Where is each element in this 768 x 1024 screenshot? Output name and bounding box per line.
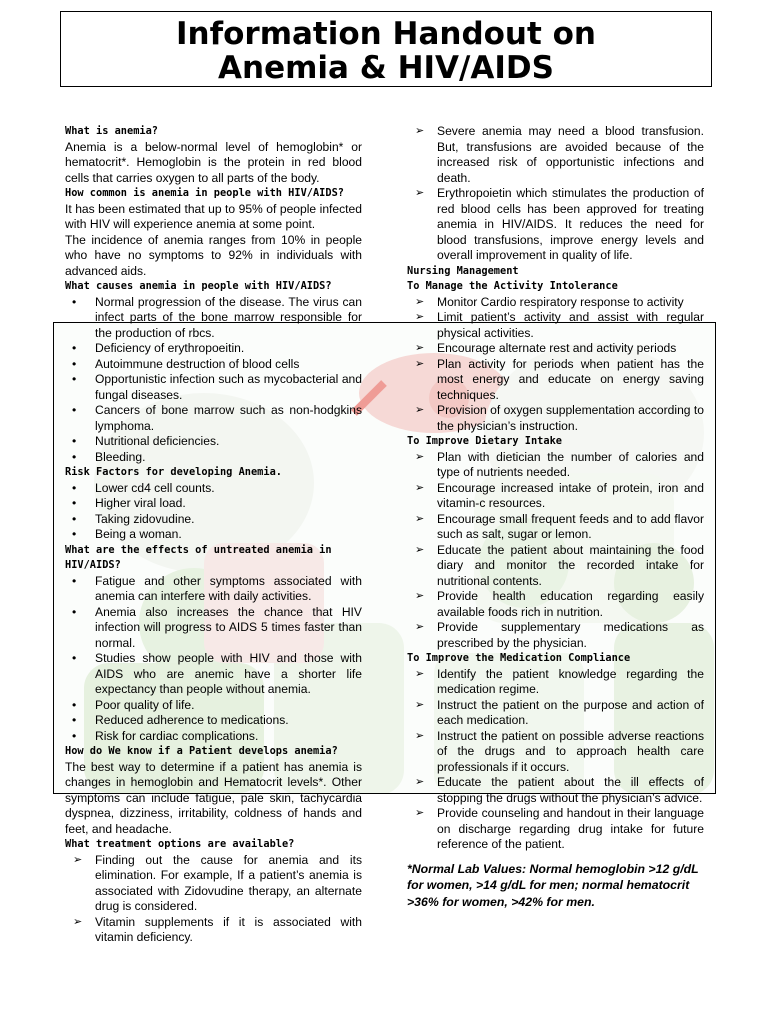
bullet-icon: • (72, 434, 77, 448)
list-item: • Autoimmune destruction of blood cells (72, 356, 300, 371)
arrow-bullet-icon: ➢ (415, 698, 425, 711)
arrow-bullet-icon: ➢ (415, 450, 425, 463)
list-item: • Poor quality of life. (72, 697, 195, 712)
arrow-bullet-icon: ➢ (415, 667, 425, 680)
bullet-icon: • (72, 449, 77, 464)
list-item: ➢ Instruct the patient on possible adverse reactions of the drugs and to approach health care professionals if it occurs. (415, 728, 704, 774)
effects-list (65, 574, 362, 745)
arrow-bullet-icon: ➢ (415, 357, 425, 370)
arrow-bullet-icon: ➢ (415, 187, 425, 199)
arrow-bullet-icon: ➢ (415, 311, 425, 323)
arrow-bullet-icon: ➢ (415, 621, 425, 633)
compliance-list (407, 667, 704, 853)
heading-how-common: How common is anemia in people with HIV/AIDS? (65, 187, 344, 199)
heading-causes: What causes anemia in people with HIV/AIDS? (65, 280, 332, 292)
list-item: • Normal progression of the disease. The virus can infect parts of the bone marrow responsible for the production of rbcs. (72, 294, 362, 340)
heading-treatment-options: What treatment options are available? (65, 838, 295, 850)
list-item: ➢ Finding out the cause for anemia and its elimination. For example, If a patient’s anemia is associated with Zidovudine therapy, an alternate drug is considered. (73, 852, 362, 913)
bullet-icon: • (72, 651, 77, 665)
list-item: ➢ Provide health education regarding easily available foods rich in nutrition. (415, 589, 704, 619)
paragraph-how-do-we-know: The best way to determine if a patient has anemia is changes in hemoglobin and Hematocrit levels*. Other symptoms can include fatigue, pale skin, tachycardia dyspnea, dizziness, irritability, coldness of hands and feet, and headache. (65, 759, 362, 836)
heading-nursing-management: Nursing Management (407, 264, 519, 277)
list-item: ➢ Educate the patient about maintaining the food diary and monitor the recorded intake for nutritional contents. (415, 542, 704, 588)
arrow-bullet-icon: ➢ (415, 807, 425, 819)
list-item: • Taking zidovudine. (72, 511, 195, 526)
list-item: ➢ Monitor Cardio respiratory response to activity (415, 294, 684, 309)
arrow-bullet-icon: ➢ (415, 729, 425, 742)
diet-list (407, 450, 704, 652)
treatment-list-continued (407, 124, 704, 264)
list-item: ➢ Provide counseling and handout in their language on discharge regarding drug intake for future reference of the patient. (415, 806, 704, 851)
arrow-bullet-icon: ➢ (415, 543, 425, 556)
paragraph-how-common-1: It has been estimated that up to 95% of people infected with HIV will experience anemia at some point. (65, 201, 362, 231)
list-item: • Nutritional deficiencies. (72, 434, 220, 448)
heading-what-is-anemia: What is anemia? (65, 125, 158, 137)
list-item: • Being a woman. (72, 527, 182, 541)
treatment-list (65, 853, 362, 946)
list-item: ➢ Encourage alternate rest and activity periods (415, 341, 677, 355)
left-column (65, 124, 362, 946)
activity-list (407, 295, 704, 435)
bullet-icon: • (72, 511, 77, 526)
bullet-icon: • (72, 713, 77, 727)
bullet-icon: • (72, 480, 77, 495)
bullet-icon: • (72, 573, 77, 588)
title-line-2: Anemia & HIV/AIDS (218, 50, 554, 86)
list-item: • Lower cd4 cell counts. (72, 480, 215, 495)
title-line-1: Information Handout on (176, 16, 596, 52)
list-item: ➢ Plan with dietician the number of calories and type of nutrients needed. (415, 449, 704, 479)
list-item: • Studies show people with HIV and those with AIDS who are anemic have a shorter life expectancy than people without anemia. (72, 651, 362, 696)
heading-risk-factors: Risk Factors for developing Anemia. (65, 466, 282, 478)
arrow-bullet-icon: ➢ (415, 125, 425, 137)
list-item: • Bleeding. (72, 449, 146, 464)
paragraph-what-is-anemia: Anemia is a below-normal level of hemoglobin* or hematocrit*. Hemoglobin is the protein in red blood cells that carries oxygen to all parts of the body. (65, 139, 362, 185)
bullet-icon: • (72, 697, 77, 712)
arrow-bullet-icon: ➢ (73, 915, 83, 928)
arrow-bullet-icon: ➢ (415, 481, 425, 494)
list-item: ➢ Encourage increased intake of protein, iron and vitamin-c resources. (415, 480, 704, 510)
list-item: ➢ Identify the patient knowledge regarding the medication regime. (415, 666, 704, 696)
heading-dietary-intake: To Improve Dietary Intake (407, 435, 562, 447)
list-item: ➢ Vitamin supplements if it is associated with vitamin deficiency. (73, 914, 362, 944)
bullet-icon: • (72, 604, 77, 619)
arrow-bullet-icon: ➢ (415, 342, 425, 354)
list-item: • Anemia also increases the chance that HIV infection will progress to AIDS 5 times faster than normal. (72, 604, 362, 650)
list-item: • Risk for cardiac complications. (72, 728, 259, 743)
risk-list (65, 481, 362, 543)
bullet-icon: • (72, 527, 77, 541)
normal-lab-values-note: *Normal Lab Values: Normal hemoglobin >12 g/dL for women, >14 g/dL for men; normal hematocrit >36% for women, >42% for men. (407, 861, 699, 909)
bullet-icon: • (72, 341, 77, 355)
bullet-icon: • (72, 372, 77, 386)
arrow-bullet-icon: ➢ (415, 404, 425, 416)
arrow-bullet-icon: ➢ (415, 512, 425, 525)
heading-activity-intolerance: To Manage the Activity Intolerance (407, 280, 618, 292)
list-item: • Cancers of bone marrow such as non-hodgkins lymphoma. (72, 403, 362, 433)
right-column (407, 124, 704, 910)
heading-medication-compliance: To Improve the Medication Compliance (407, 652, 631, 664)
title-box (60, 11, 712, 87)
list-item: ➢ Instruct the patient on the purpose and action of each medication. (415, 697, 704, 727)
list-item: ➢ Severe anemia may need a blood transfusion. But, transfusions are avoided because of the increased risk of opportunistic infections and death. (415, 124, 704, 185)
paragraph-how-common-2: The incidence of anemia ranges from 10% in people who have no symptoms to 92% in individuals with advanced aids. (65, 232, 362, 278)
heading-how-do-we-know: How do We know if a Patient develops anemia? (65, 745, 338, 757)
arrow-bullet-icon: ➢ (73, 853, 83, 866)
list-item: • Opportunistic infection such as mycobacterial and fungal diseases. (72, 372, 362, 402)
bullet-icon: • (72, 403, 77, 417)
causes-list (65, 295, 362, 466)
list-item: ➢ Plan activity for periods when patient has the most energy and educate on energy saving techniques. (415, 356, 704, 402)
arrow-bullet-icon: ➢ (415, 590, 425, 602)
bullet-icon: • (72, 728, 77, 743)
list-item: ➢ Provision of oxygen supplementation according to the physician’s instruction. (415, 403, 704, 433)
list-item: ➢ Erythropoietin which stimulates the production of red blood cells has been approved for treating anemia in HIV/AIDS. It reduces the need for blood transfusions, improve energy levels and overall improvement in quality of life. (415, 186, 704, 262)
list-item: ➢ Provide supplementary medications as prescribed by the physician. (415, 620, 704, 650)
bullet-icon: • (72, 294, 77, 309)
list-item: • Fatigue and other symptoms associated with anemia can interfere with daily activities. (72, 573, 362, 603)
arrow-bullet-icon: ➢ (415, 776, 425, 788)
arrow-bullet-icon: ➢ (415, 295, 425, 308)
list-item: ➢ Encourage small frequent feeds and to add flavor such as salt, sugar or lemon. (415, 511, 704, 541)
heading-effects: What are the effects of untreated anemia in HIV/AIDS? (65, 543, 332, 571)
list-item: • Higher viral load. (72, 496, 186, 510)
list-item: ➢ Limit patient’s activity and assist with regular physical activities. (415, 310, 704, 340)
list-item: ➢ Educate the patient about the ill effects of stopping the drugs without the physician’s advice. (415, 775, 704, 805)
bullet-icon: • (72, 356, 77, 371)
bullet-icon: • (72, 496, 77, 510)
list-item: • Deficiency of erythropoeitin. (72, 341, 245, 355)
list-item: • Reduced adherence to medications. (72, 713, 289, 727)
